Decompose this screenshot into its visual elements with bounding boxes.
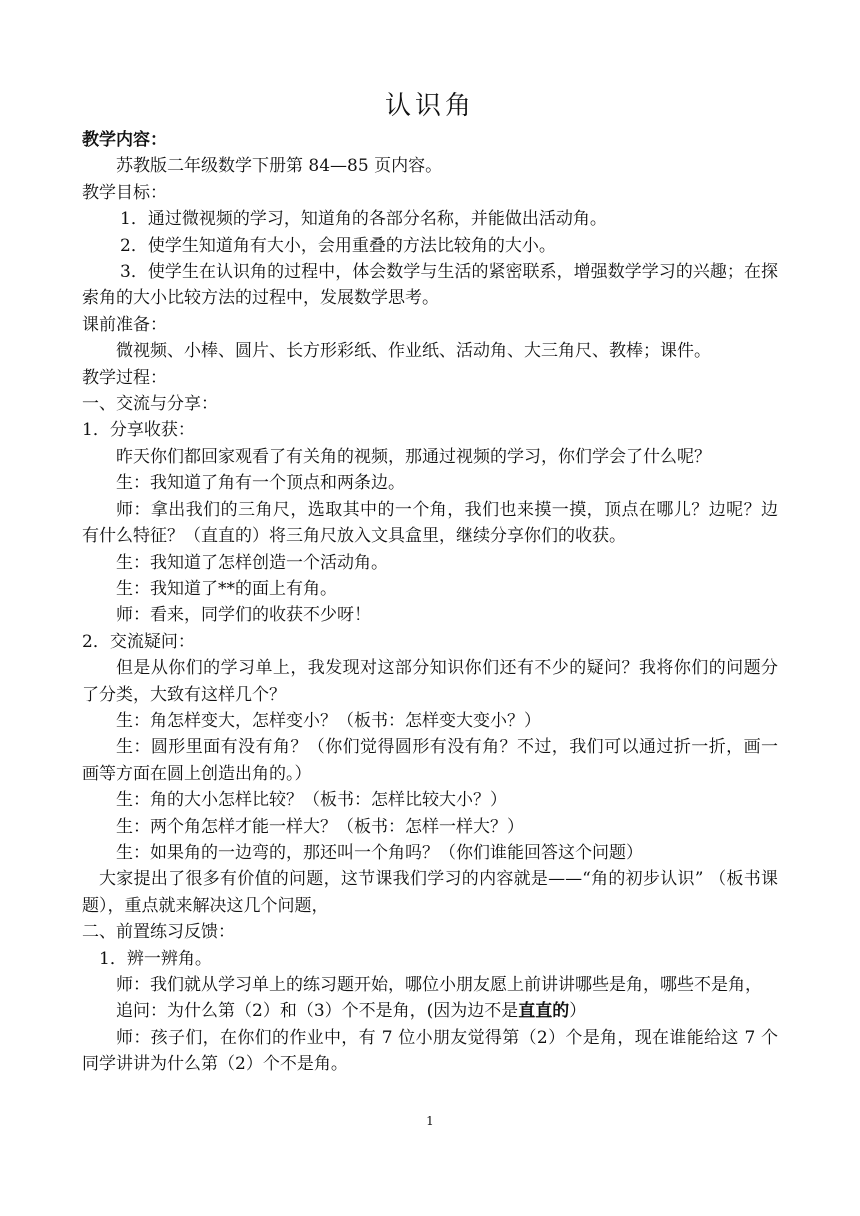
heading-teaching-content: 教学内容： bbox=[82, 130, 167, 150]
dialogue-text: ） bbox=[569, 1001, 587, 1022]
goal-item: 3．使学生在认识角的过程中，体会数学与生活的紧密联系，增强数学学习的兴趣；在探索角的大小比较方法的过程中，发展数学思考。 bbox=[82, 262, 778, 309]
dialogue-line: 生：如果角的一边弯的，那还叫一个角吗？（你们谁能回答这个问题） bbox=[116, 842, 643, 863]
heading-teaching-process: 教学过程： bbox=[82, 367, 167, 388]
dialogue-line: 生：我知道了怎样创造一个活动角。 bbox=[116, 552, 388, 573]
paragraph: 苏教版二年级数学下册第 84—85 页内容。 bbox=[116, 156, 443, 177]
page-number: 1 bbox=[426, 1114, 434, 1128]
paragraph: 微视频、小棒、圆片、长方形彩纸、作业纸、活动角、大三角尺、教棒；课件。 bbox=[116, 341, 711, 362]
dialogue-line: 生：我知道了**的面上有角。 bbox=[116, 578, 337, 599]
dialogue-line: 师：孩子们，在你们的作业中，有 7 位小朋友觉得第（2）个是角，现在谁能给这 7 个同学讲讲为什么第（2）个不是角。 bbox=[82, 1027, 778, 1075]
dialogue-line: 生：圆形里面有没有角？（你们觉得圆形有没有角？不过，我们可以通过折一折，画一画等方面在圆上创造出角的。） bbox=[82, 737, 778, 784]
document-body bbox=[82, 127, 778, 1078]
subsection-heading: 1．辨一辨角。 bbox=[99, 948, 212, 969]
dialogue-text: 追问：为什么第（2）和（3）个不是角，(因为边不是 bbox=[116, 1001, 519, 1022]
dialogue-line: 生：角怎样变大，怎样变小？（板书：怎样变大变小？） bbox=[116, 710, 541, 731]
paragraph: 大家提出了很多有价值的问题，这节课我们学习的内容就是——“角的初步认识” （板书课题），重点就来解决这几个问题， bbox=[82, 869, 778, 916]
dialogue-line bbox=[82, 998, 778, 1024]
dialogue-line: 生：我知道了角有一个顶点和两条边。 bbox=[116, 473, 405, 494]
dialogue-line: 师：拿出我们的三角尺，选取其中的一个角，我们也来摸一摸，顶点在哪儿？边呢？边有什么特征？（直直的）将三角尺放入文具盒里，继续分享你们的收获。 bbox=[82, 499, 778, 547]
paragraph: 昨天你们都回家观看了有关角的视频，那通过视频的学习，你们学会了什么呢？ bbox=[116, 446, 711, 467]
heading-preparation: 课前准备： bbox=[82, 314, 167, 335]
subsection-heading: 1．分享收获： bbox=[82, 420, 195, 441]
bold-emphasis: 直直的 bbox=[518, 1001, 570, 1022]
paragraph: 但是从你们的学习单上，我发现对这部分知识你们还有不少的疑问？我将你们的问题分了分类，大致有这样几个？ bbox=[82, 658, 778, 705]
section-heading: 二、前置练习反馈： bbox=[82, 922, 235, 943]
document-title: 认识角 bbox=[384, 91, 475, 121]
dialogue-line: 生：角的大小怎样比较？（板书：怎样比较大小？） bbox=[116, 790, 507, 811]
subsection-heading: 2．交流疑问： bbox=[82, 631, 195, 652]
goal-item: 2．使学生知道角有大小，会用重叠的方法比较角的大小。 bbox=[120, 235, 556, 256]
dialogue-line: 师：我们就从学习单上的练习题开始，哪位小朋友愿上前讲讲哪些是角，哪些不是角， bbox=[116, 975, 762, 995]
goal-item: 1．通过微视频的学习，知道角的各部分名称，并能做出活动角。 bbox=[120, 209, 607, 230]
section-heading: 一、交流与分享： bbox=[82, 394, 218, 415]
heading-teaching-goals: 教学目标： bbox=[82, 182, 167, 203]
dialogue-line: 生：两个角怎样才能一样大？（板书：怎样一样大？） bbox=[116, 816, 524, 837]
dialogue-line: 师：看来，同学们的收获不少呀！ bbox=[116, 605, 371, 626]
